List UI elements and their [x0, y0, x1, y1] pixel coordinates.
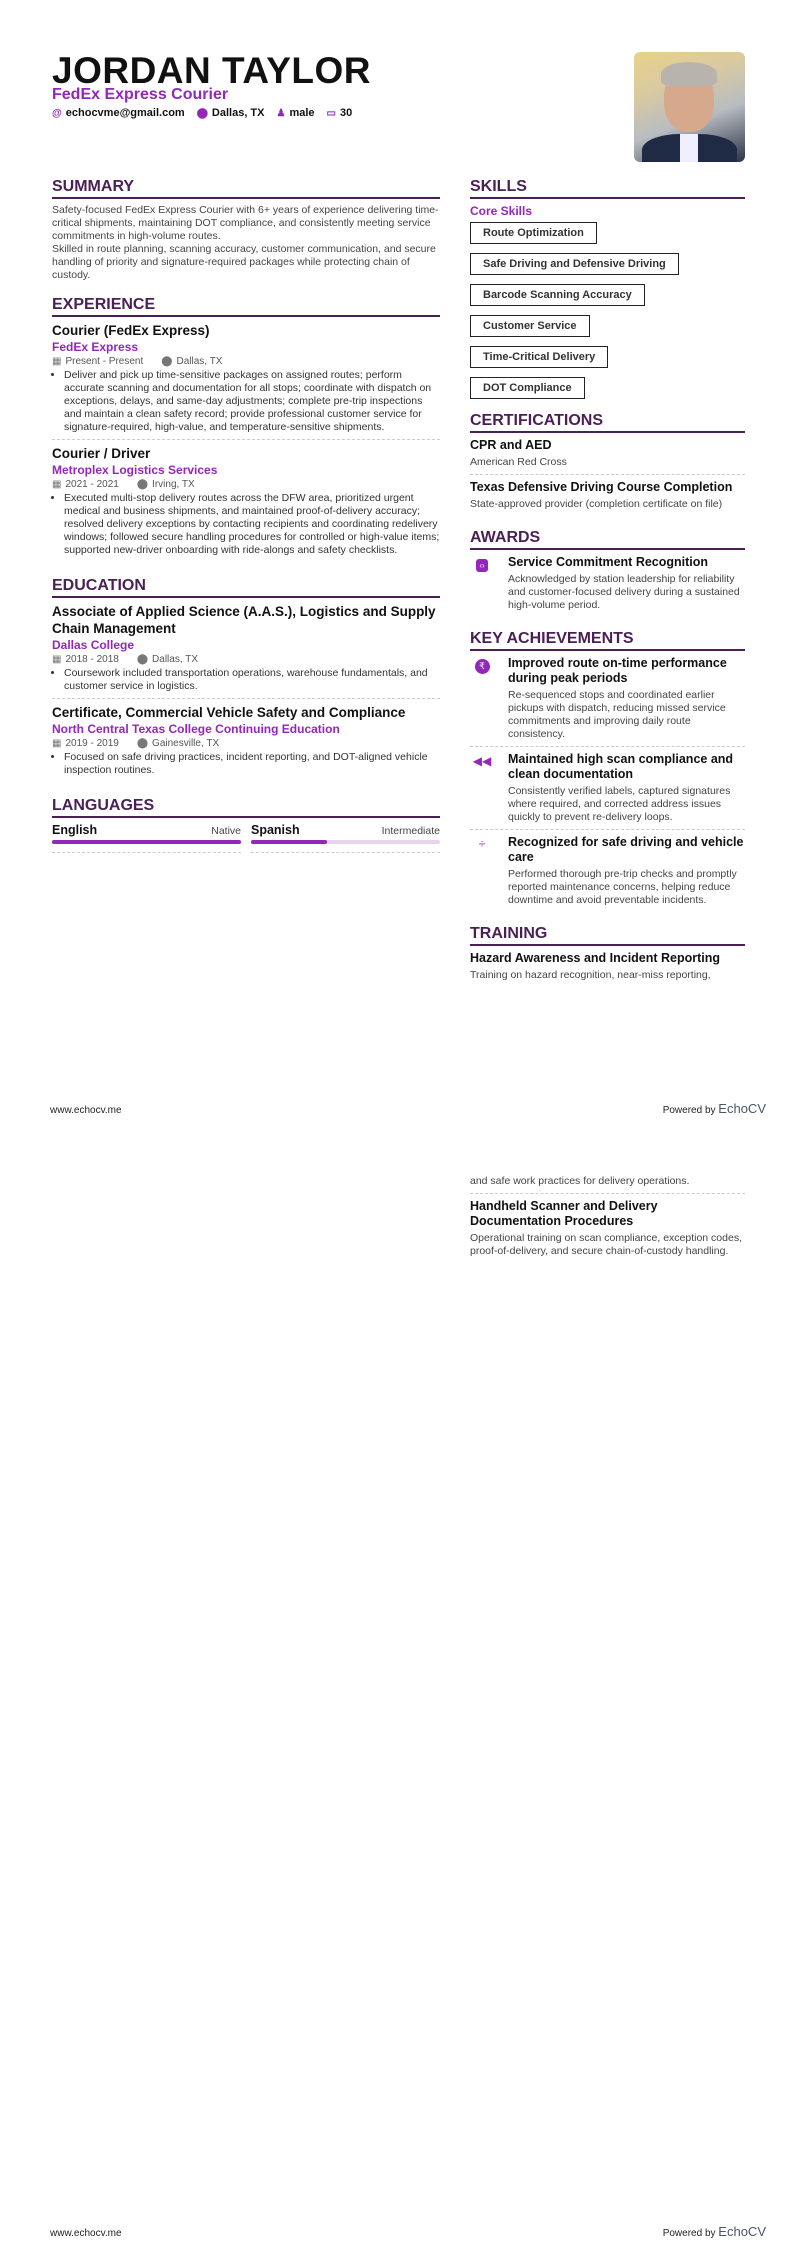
certification-issuer: American Red Cross: [470, 456, 567, 468]
rewind-icon: ◀◀: [472, 754, 492, 768]
training-desc: and safe work practices for delivery operations.: [470, 1175, 690, 1187]
resume-page-2: [0, 1123, 794, 2246]
summary-text: Safety-focused FedEx Express Courier with 6+ years of experience delivering time-critical shipments, maintaining DOT compliance, and consistently meeting service commitments in high-volume routes.: [52, 204, 439, 242]
training-name: Hazard Awareness and Incident Reporting: [470, 951, 721, 965]
right-column: [470, 178, 745, 982]
calendar-icon: ▦: [52, 654, 62, 665]
proficiency-bar: [251, 840, 440, 844]
education-item: [52, 704, 440, 777]
powered-by-text: Powered by: [662, 2228, 716, 2239]
powered-by-text: Powered by: [662, 1105, 716, 1116]
skill-tag: DOT Compliance: [470, 377, 585, 399]
school: Dallas College: [52, 638, 135, 652]
award-name: Service Commitment Recognition: [508, 555, 709, 569]
certification-issuer: State-approved provider (completion certificate on file): [470, 498, 723, 510]
language-level: Intermediate: [381, 825, 440, 837]
brand-logo-text: EchoCV: [718, 2224, 766, 2239]
location-pin-icon: ⬤: [196, 108, 208, 119]
bullet: • Focused on safe driving practices, incident reporting, and DOT-aligned vehicle inspection routines.: [64, 751, 440, 777]
language-name: Spanish: [251, 823, 300, 837]
company: FedEx Express: [52, 340, 139, 354]
certifications-heading: CERTIFICATIONS: [470, 412, 745, 433]
divider: [52, 439, 440, 440]
calendar-icon: ▭: [326, 108, 336, 119]
candidate-role: FedEx Express Courier: [52, 86, 229, 103]
certification-name: CPR and AED: [470, 438, 552, 452]
left-column: [52, 178, 440, 858]
email-text: echocvme@gmail.com: [65, 107, 185, 119]
proficiency-bar: [52, 840, 241, 844]
dates: Present - Present: [65, 356, 144, 367]
skills-list: [470, 222, 745, 408]
dates: 2018 - 2018: [65, 654, 119, 665]
divider: [470, 746, 745, 747]
achievement-item: [470, 835, 745, 907]
contact-age: [327, 107, 353, 119]
award-desc: Acknowledged by station leadership for reliability and customer-focused delivery during a sustained high-volume period.: [508, 573, 740, 611]
location: Dallas, TX: [152, 654, 198, 665]
school: North Central Texas College Continuing Education: [52, 722, 340, 736]
profile-photo: [634, 52, 745, 162]
skills-heading: SKILLS: [470, 178, 745, 199]
footer-powered-by[interactable]: [663, 2224, 766, 2239]
bullet: • Coursework included transportation operations, warehouse fundamentals, and customer service in logistics.: [64, 667, 440, 693]
location-text: Dallas, TX: [211, 107, 265, 119]
certification-name: Texas Defensive Driving Course Completion: [470, 480, 733, 494]
education-item: [52, 603, 440, 693]
skill-tag: Customer Service: [470, 315, 590, 337]
education-heading: EDUCATION: [52, 577, 440, 598]
divider: [470, 1193, 745, 1194]
experience-heading: EXPERIENCE: [52, 296, 440, 317]
divider: [470, 474, 745, 475]
right-column-continued: [470, 1175, 745, 1258]
brand-logo-text: EchoCV: [718, 1101, 766, 1116]
rupee-icon: ₹: [470, 656, 494, 741]
contact-info: [52, 107, 352, 119]
dates: 2021 - 2021: [65, 479, 119, 490]
languages-heading: LANGUAGES: [52, 797, 440, 818]
divide-icon: ÷: [478, 837, 486, 851]
calendar-icon: ▦: [52, 356, 62, 367]
skill-tag: Safe Driving and Defensive Driving: [470, 253, 679, 275]
bullet: • Deliver and pick up time-sensitive packages on assigned routes; perform accurate scanning and documentation for all stops; coordinate with dispatch on exceptions, delays, and same-day adjustments; complete pre-trip inspections and maintain a clean safety record; provide professional customer service for signature-required, high-value, and temperature-sensitive shipments.: [64, 369, 440, 434]
achievement-name: Maintained high scan compliance and clean documentation: [508, 752, 734, 781]
divider: [470, 829, 745, 830]
contact-email[interactable]: [52, 107, 185, 119]
skill-tag: Route Optimization: [470, 222, 597, 244]
degree: Certificate, Commercial Vehicle Safety and Compliance: [52, 705, 406, 720]
bullet: • Executed multi-stop delivery routes across the DFW area, prioritized urgent medical and business shipments, and maintained proof-of-delivery accuracy; resolved delivery exceptions by contacting recipients and coordinating redelivery windows; followed secure handling procedures for controlled or high-value items; supported new-driver onboarding with ride-alongs and safety checklists.: [64, 492, 440, 557]
location-pin-icon: ⬤: [136, 738, 149, 749]
skill-tag: Barcode Scanning Accuracy: [470, 284, 645, 306]
divider: [52, 698, 440, 699]
contact-gender: [276, 107, 314, 119]
summary-heading: SUMMARY: [52, 178, 440, 199]
location-pin-icon: ⬤: [136, 479, 149, 490]
achievement-name: Improved route on-time performance during peak periods: [508, 656, 727, 685]
experience-item: [52, 322, 440, 434]
achievement-desc: Performed thorough pre-trip checks and promptly reported maintenance concerns, helping reduce downtime and avoid preventable incidents.: [508, 868, 737, 906]
location: Irving, TX: [152, 479, 195, 490]
language-item: [251, 823, 440, 858]
job-title: Courier (FedEx Express): [52, 323, 210, 338]
location-pin-icon: ⬤: [136, 654, 149, 665]
award-item: [470, 555, 745, 612]
achievement-desc: Re-sequenced stops and coordinated earlier pickups with dispatch, reducing missed service commitments and improving daily route consistency.: [508, 689, 726, 740]
language-level: Native: [211, 825, 241, 837]
achievements-heading: KEY ACHIEVEMENTS: [470, 630, 745, 651]
language-name: English: [52, 823, 98, 837]
footer-site-link[interactable]: www.echocv.me: [50, 2228, 122, 2239]
footer-powered-by[interactable]: [663, 1101, 766, 1116]
age-text: 30: [339, 107, 353, 119]
location: Gainesville, TX: [152, 738, 220, 749]
achievement-item: [470, 656, 745, 741]
at-icon: @: [52, 108, 62, 119]
degree: Associate of Applied Science (A.A.S.), Logistics and Supply Chain Management: [52, 604, 436, 636]
training-name: Handheld Scanner and Delivery Documentation Procedures: [470, 1199, 658, 1228]
experience-item: [52, 445, 440, 557]
awards-heading: AWARDS: [470, 529, 745, 550]
skill-tag: Time-Critical Delivery: [470, 346, 608, 368]
languages-list: [52, 823, 440, 858]
calendar-icon: ▦: [52, 479, 62, 490]
dates: 2019 - 2019: [65, 738, 119, 749]
achievement-name: Recognized for safe driving and vehicle care: [508, 835, 744, 864]
code-icon: ‹›: [470, 555, 494, 612]
location: Dallas, TX: [176, 356, 223, 367]
language-item: [52, 823, 241, 858]
skills-subtitle: Core Skills: [470, 204, 533, 218]
contact-location: [197, 107, 265, 119]
calendar-icon: ▦: [52, 738, 62, 749]
training-heading: TRAINING: [470, 925, 745, 946]
training-desc: Training on hazard recognition, near-miss reporting,: [470, 969, 711, 981]
footer-site-link[interactable]: www.echocv.me: [50, 1105, 122, 1116]
person-icon: ♟: [276, 108, 286, 119]
company: Metroplex Logistics Services: [52, 463, 218, 477]
location-pin-icon: ⬤: [161, 356, 173, 367]
achievement-item: [470, 752, 745, 824]
gender-text: male: [289, 107, 315, 119]
candidate-name: JORDAN TAYLOR: [52, 50, 371, 91]
job-title: Courier / Driver: [52, 446, 151, 461]
summary-text: Skilled in route planning, scanning accuracy, customer communication, and secure handling of priority and signature-required packages while protecting chain of custody.: [52, 243, 436, 281]
achievement-desc: Consistently verified labels, captured signatures where required, and corrected address issues quickly to prevent re-delivery loops.: [508, 785, 731, 823]
training-desc: Operational training on scan compliance, exception codes, proof-of-delivery, and secure chain-of-custody handling.: [470, 1232, 742, 1257]
